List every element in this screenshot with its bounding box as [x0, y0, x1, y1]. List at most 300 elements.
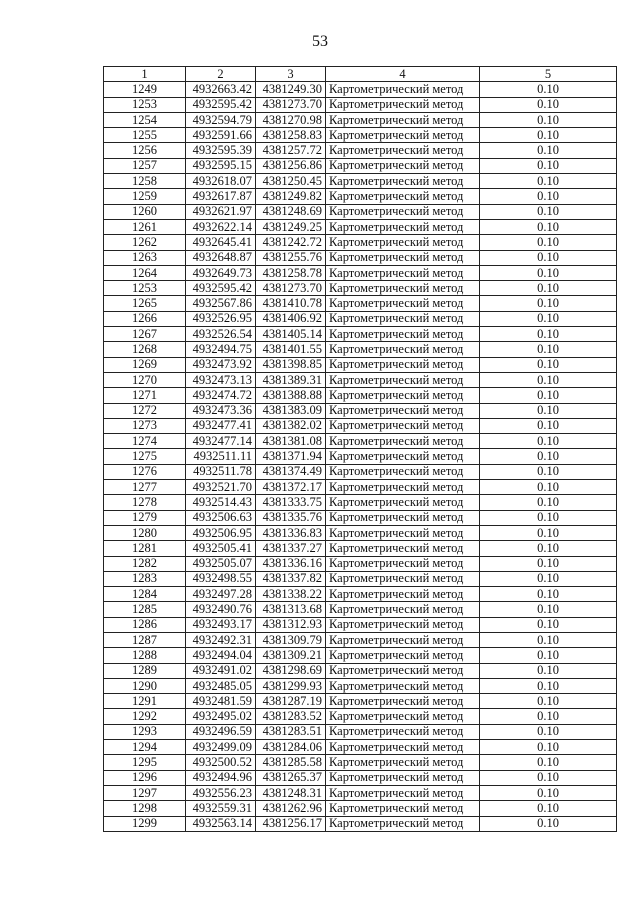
- cell-x-coordinate: 4932514.43: [186, 495, 256, 510]
- cell-point-number: 1284: [104, 587, 186, 602]
- cell-point-number: 1257: [104, 158, 186, 173]
- cell-y-coordinate: 4381338.22: [256, 587, 326, 602]
- cell-x-coordinate: 4932506.63: [186, 510, 256, 525]
- cell-x-coordinate: 4932559.31: [186, 801, 256, 816]
- cell-y-coordinate: 4381249.25: [256, 219, 326, 234]
- cell-y-coordinate: 4381398.85: [256, 357, 326, 372]
- cell-y-coordinate: 4381410.78: [256, 296, 326, 311]
- cell-x-coordinate: 4932594.79: [186, 112, 256, 127]
- table-row: [104, 556, 617, 571]
- cell-x-coordinate: 4932500.52: [186, 755, 256, 770]
- cell-x-coordinate: 4932492.31: [186, 632, 256, 647]
- cell-y-coordinate: 4381388.88: [256, 388, 326, 403]
- cell-point-number: 1290: [104, 678, 186, 693]
- table-row: [104, 709, 617, 724]
- cell-accuracy: 0.10: [480, 755, 617, 770]
- cell-x-coordinate: 4932595.42: [186, 97, 256, 112]
- cell-y-coordinate: 4381336.16: [256, 556, 326, 571]
- cell-x-coordinate: 4932496.59: [186, 724, 256, 739]
- cell-method: Картометрический метод: [326, 281, 480, 296]
- cell-accuracy: 0.10: [480, 128, 617, 143]
- cell-y-coordinate: 4381389.31: [256, 372, 326, 387]
- cell-method: Картометрический метод: [326, 755, 480, 770]
- cell-x-coordinate: 4932505.41: [186, 541, 256, 556]
- cell-point-number: 1275: [104, 449, 186, 464]
- cell-method: Картометрический метод: [326, 82, 480, 97]
- cell-y-coordinate: 4381337.82: [256, 571, 326, 586]
- cell-accuracy: 0.10: [480, 724, 617, 739]
- cell-y-coordinate: 4381287.19: [256, 694, 326, 709]
- cell-method: Картометрический метод: [326, 174, 480, 189]
- cell-x-coordinate: 4932477.41: [186, 418, 256, 433]
- table-row: [104, 82, 617, 97]
- table-row: [104, 174, 617, 189]
- cell-method: Картометрический метод: [326, 495, 480, 510]
- cell-y-coordinate: 4381337.27: [256, 541, 326, 556]
- cell-point-number: 1267: [104, 327, 186, 342]
- cell-point-number: 1292: [104, 709, 186, 724]
- cell-accuracy: 0.10: [480, 281, 617, 296]
- cell-method: Картометрический метод: [326, 311, 480, 326]
- cell-x-coordinate: 4932649.73: [186, 265, 256, 280]
- table-row: [104, 648, 617, 663]
- table-row: [104, 296, 617, 311]
- cell-accuracy: 0.10: [480, 571, 617, 586]
- cell-point-number: 1262: [104, 235, 186, 250]
- cell-accuracy: 0.10: [480, 143, 617, 158]
- cell-y-coordinate: 4381283.52: [256, 709, 326, 724]
- cell-method: Картометрический метод: [326, 587, 480, 602]
- cell-point-number: 1277: [104, 480, 186, 495]
- table-row: [104, 663, 617, 678]
- table-row: [104, 311, 617, 326]
- cell-method: Картометрический метод: [326, 342, 480, 357]
- cell-method: Картометрический метод: [326, 556, 480, 571]
- table-row: [104, 327, 617, 342]
- cell-method: Картометрический метод: [326, 648, 480, 663]
- cell-accuracy: 0.10: [480, 709, 617, 724]
- cell-point-number: 1278: [104, 495, 186, 510]
- cell-point-number: 1296: [104, 770, 186, 785]
- cell-y-coordinate: 4381372.17: [256, 480, 326, 495]
- cell-x-coordinate: 4932485.05: [186, 678, 256, 693]
- cell-x-coordinate: 4932494.75: [186, 342, 256, 357]
- cell-method: Картометрический метод: [326, 143, 480, 158]
- cell-accuracy: 0.10: [480, 388, 617, 403]
- cell-point-number: 1276: [104, 464, 186, 479]
- cell-method: Картометрический метод: [326, 525, 480, 540]
- cell-method: Картометрический метод: [326, 480, 480, 495]
- cell-y-coordinate: 4381242.72: [256, 235, 326, 250]
- cell-method: Картометрический метод: [326, 235, 480, 250]
- cell-x-coordinate: 4932495.02: [186, 709, 256, 724]
- cell-x-coordinate: 4932617.87: [186, 189, 256, 204]
- cell-accuracy: 0.10: [480, 525, 617, 540]
- cell-point-number: 1287: [104, 632, 186, 647]
- table-row: [104, 418, 617, 433]
- cell-accuracy: 0.10: [480, 449, 617, 464]
- table-row: [104, 495, 617, 510]
- cell-accuracy: 0.10: [480, 250, 617, 265]
- cell-point-number: 1253: [104, 281, 186, 296]
- cell-method: Картометрический метод: [326, 801, 480, 816]
- cell-point-number: 1281: [104, 541, 186, 556]
- table-row: [104, 112, 617, 127]
- cell-x-coordinate: 4932563.14: [186, 816, 256, 831]
- cell-x-coordinate: 4932618.07: [186, 174, 256, 189]
- cell-y-coordinate: 4381249.82: [256, 189, 326, 204]
- cell-x-coordinate: 4932567.86: [186, 296, 256, 311]
- table-row: [104, 281, 617, 296]
- cell-x-coordinate: 4932621.97: [186, 204, 256, 219]
- table-row: [104, 143, 617, 158]
- cell-accuracy: 0.10: [480, 510, 617, 525]
- cell-accuracy: 0.10: [480, 632, 617, 647]
- cell-point-number: 1260: [104, 204, 186, 219]
- cell-y-coordinate: 4381405.14: [256, 327, 326, 342]
- cell-accuracy: 0.10: [480, 785, 617, 800]
- cell-method: Картометрический метод: [326, 632, 480, 647]
- cell-y-coordinate: 4381250.45: [256, 174, 326, 189]
- cell-point-number: 1254: [104, 112, 186, 127]
- cell-y-coordinate: 4381298.69: [256, 663, 326, 678]
- cell-method: Картометрический метод: [326, 617, 480, 632]
- cell-point-number: 1283: [104, 571, 186, 586]
- table-row: [104, 694, 617, 709]
- table-row: [104, 632, 617, 647]
- column-header-point: 1: [104, 67, 186, 82]
- cell-method: Картометрический метод: [326, 510, 480, 525]
- cell-x-coordinate: 4932506.95: [186, 525, 256, 540]
- table-row: [104, 434, 617, 449]
- cell-method: Картометрический метод: [326, 740, 480, 755]
- table-row: [104, 816, 617, 831]
- cell-y-coordinate: 4381249.30: [256, 82, 326, 97]
- cell-y-coordinate: 4381270.98: [256, 112, 326, 127]
- cell-point-number: 1272: [104, 403, 186, 418]
- table-row: [104, 724, 617, 739]
- cell-accuracy: 0.10: [480, 357, 617, 372]
- cell-method: Картометрический метод: [326, 250, 480, 265]
- column-header-x: 2: [186, 67, 256, 82]
- table-row: [104, 97, 617, 112]
- cell-point-number: 1265: [104, 296, 186, 311]
- cell-x-coordinate: 4932493.17: [186, 617, 256, 632]
- cell-y-coordinate: 4381383.09: [256, 403, 326, 418]
- cell-y-coordinate: 4381255.76: [256, 250, 326, 265]
- table-row: [104, 755, 617, 770]
- cell-point-number: 1294: [104, 740, 186, 755]
- cell-x-coordinate: 4932595.15: [186, 158, 256, 173]
- cell-method: Картометрический метод: [326, 724, 480, 739]
- cell-y-coordinate: 4381374.49: [256, 464, 326, 479]
- cell-method: Картометрический метод: [326, 265, 480, 280]
- cell-point-number: 1249: [104, 82, 186, 97]
- cell-method: Картометрический метод: [326, 709, 480, 724]
- cell-method: Картометрический метод: [326, 678, 480, 693]
- cell-method: Картометрический метод: [326, 296, 480, 311]
- cell-accuracy: 0.10: [480, 480, 617, 495]
- cell-accuracy: 0.10: [480, 235, 617, 250]
- cell-y-coordinate: 4381382.02: [256, 418, 326, 433]
- cell-y-coordinate: 4381336.83: [256, 525, 326, 540]
- table-row: [104, 678, 617, 693]
- cell-point-number: 1298: [104, 801, 186, 816]
- cell-method: Картометрический метод: [326, 663, 480, 678]
- cell-method: Картометрический метод: [326, 372, 480, 387]
- cell-point-number: 1285: [104, 602, 186, 617]
- cell-accuracy: 0.10: [480, 418, 617, 433]
- cell-y-coordinate: 4381312.93: [256, 617, 326, 632]
- table-row: [104, 189, 617, 204]
- table-row: [104, 204, 617, 219]
- cell-y-coordinate: 4381285.58: [256, 755, 326, 770]
- cell-accuracy: 0.10: [480, 663, 617, 678]
- table-row: [104, 158, 617, 173]
- table-body: [104, 82, 617, 832]
- cell-point-number: 1279: [104, 510, 186, 525]
- cell-point-number: 1289: [104, 663, 186, 678]
- cell-accuracy: 0.10: [480, 219, 617, 234]
- cell-x-coordinate: 4932521.70: [186, 480, 256, 495]
- cell-point-number: 1297: [104, 785, 186, 800]
- cell-y-coordinate: 4381284.06: [256, 740, 326, 755]
- table-row: [104, 464, 617, 479]
- cell-method: Картометрический метод: [326, 464, 480, 479]
- table-row: [104, 388, 617, 403]
- cell-y-coordinate: 4381257.72: [256, 143, 326, 158]
- cell-x-coordinate: 4932481.59: [186, 694, 256, 709]
- table-header-row: [104, 67, 617, 82]
- cell-x-coordinate: 4932622.14: [186, 219, 256, 234]
- page-number: 53: [312, 33, 328, 50]
- cell-x-coordinate: 4932505.07: [186, 556, 256, 571]
- cell-method: Картометрический метод: [326, 327, 480, 342]
- table-row: [104, 541, 617, 556]
- cell-point-number: 1282: [104, 556, 186, 571]
- cell-method: Картометрический метод: [326, 97, 480, 112]
- cell-method: Картометрический метод: [326, 694, 480, 709]
- cell-y-coordinate: 4381299.93: [256, 678, 326, 693]
- cell-y-coordinate: 4381381.08: [256, 434, 326, 449]
- cell-accuracy: 0.10: [480, 265, 617, 280]
- cell-point-number: 1256: [104, 143, 186, 158]
- cell-point-number: 1286: [104, 617, 186, 632]
- cell-method: Картометрический метод: [326, 189, 480, 204]
- cell-y-coordinate: 4381256.86: [256, 158, 326, 173]
- cell-accuracy: 0.10: [480, 403, 617, 418]
- cell-accuracy: 0.10: [480, 648, 617, 663]
- cell-method: Картометрический метод: [326, 418, 480, 433]
- column-header-y: 3: [256, 67, 326, 82]
- cell-accuracy: 0.10: [480, 541, 617, 556]
- cell-x-coordinate: 4932663.42: [186, 82, 256, 97]
- cell-x-coordinate: 4932473.36: [186, 403, 256, 418]
- table-row: [104, 480, 617, 495]
- cell-x-coordinate: 4932473.13: [186, 372, 256, 387]
- cell-x-coordinate: 4932473.92: [186, 357, 256, 372]
- cell-accuracy: 0.10: [480, 495, 617, 510]
- cell-point-number: 1271: [104, 388, 186, 403]
- cell-accuracy: 0.10: [480, 678, 617, 693]
- table-row: [104, 342, 617, 357]
- cell-x-coordinate: 4932477.14: [186, 434, 256, 449]
- cell-method: Картометрический метод: [326, 219, 480, 234]
- cell-y-coordinate: 4381273.70: [256, 97, 326, 112]
- cell-x-coordinate: 4932491.02: [186, 663, 256, 678]
- cell-method: Картометрический метод: [326, 388, 480, 403]
- cell-accuracy: 0.10: [480, 556, 617, 571]
- table-row: [104, 128, 617, 143]
- table-row: [104, 235, 617, 250]
- cell-accuracy: 0.10: [480, 617, 617, 632]
- cell-accuracy: 0.10: [480, 434, 617, 449]
- table-row: [104, 250, 617, 265]
- cell-point-number: 1258: [104, 174, 186, 189]
- coordinates-table: [103, 66, 617, 832]
- table-row: [104, 372, 617, 387]
- column-header-accuracy: 5: [480, 67, 617, 82]
- cell-method: Картометрический метод: [326, 403, 480, 418]
- cell-accuracy: 0.10: [480, 602, 617, 617]
- cell-accuracy: 0.10: [480, 112, 617, 127]
- cell-x-coordinate: 4932526.95: [186, 311, 256, 326]
- cell-y-coordinate: 4381406.92: [256, 311, 326, 326]
- cell-y-coordinate: 4381309.21: [256, 648, 326, 663]
- cell-method: Картометрический метод: [326, 816, 480, 831]
- table-row: [104, 525, 617, 540]
- cell-x-coordinate: 4932648.87: [186, 250, 256, 265]
- cell-point-number: 1264: [104, 265, 186, 280]
- cell-accuracy: 0.10: [480, 801, 617, 816]
- cell-point-number: 1268: [104, 342, 186, 357]
- table-row: [104, 449, 617, 464]
- cell-method: Картометрический метод: [326, 434, 480, 449]
- cell-y-coordinate: 4381258.83: [256, 128, 326, 143]
- cell-accuracy: 0.10: [480, 770, 617, 785]
- cell-accuracy: 0.10: [480, 311, 617, 326]
- cell-x-coordinate: 4932474.72: [186, 388, 256, 403]
- cell-x-coordinate: 4932526.54: [186, 327, 256, 342]
- cell-accuracy: 0.10: [480, 296, 617, 311]
- cell-method: Картометрический метод: [326, 128, 480, 143]
- cell-accuracy: 0.10: [480, 327, 617, 342]
- cell-accuracy: 0.10: [480, 82, 617, 97]
- table-row: [104, 265, 617, 280]
- cell-y-coordinate: 4381262.96: [256, 801, 326, 816]
- cell-point-number: 1261: [104, 219, 186, 234]
- cell-y-coordinate: 4381256.17: [256, 816, 326, 831]
- cell-y-coordinate: 4381283.51: [256, 724, 326, 739]
- table-row: [104, 740, 617, 755]
- cell-method: Картометрический метод: [326, 602, 480, 617]
- cell-point-number: 1274: [104, 434, 186, 449]
- cell-method: Картометрический метод: [326, 770, 480, 785]
- table-row: [104, 785, 617, 800]
- table-row: [104, 571, 617, 586]
- cell-point-number: 1269: [104, 357, 186, 372]
- cell-point-number: 1288: [104, 648, 186, 663]
- cell-accuracy: 0.10: [480, 97, 617, 112]
- cell-x-coordinate: 4932499.09: [186, 740, 256, 755]
- table-row: [104, 770, 617, 785]
- table-row: [104, 219, 617, 234]
- cell-y-coordinate: 4381273.70: [256, 281, 326, 296]
- cell-point-number: 1273: [104, 418, 186, 433]
- cell-accuracy: 0.10: [480, 372, 617, 387]
- cell-method: Картометрический метод: [326, 571, 480, 586]
- cell-accuracy: 0.10: [480, 204, 617, 219]
- cell-point-number: 1293: [104, 724, 186, 739]
- cell-accuracy: 0.10: [480, 174, 617, 189]
- cell-y-coordinate: 4381248.31: [256, 785, 326, 800]
- cell-method: Картометрический метод: [326, 449, 480, 464]
- cell-method: Картометрический метод: [326, 357, 480, 372]
- cell-point-number: 1295: [104, 755, 186, 770]
- cell-y-coordinate: 4381335.76: [256, 510, 326, 525]
- table-row: [104, 510, 617, 525]
- table-row: [104, 617, 617, 632]
- cell-y-coordinate: 4381401.55: [256, 342, 326, 357]
- cell-point-number: 1253: [104, 97, 186, 112]
- table-row: [104, 587, 617, 602]
- cell-accuracy: 0.10: [480, 816, 617, 831]
- cell-x-coordinate: 4932595.39: [186, 143, 256, 158]
- cell-accuracy: 0.10: [480, 740, 617, 755]
- table-row: [104, 602, 617, 617]
- cell-y-coordinate: 4381309.79: [256, 632, 326, 647]
- cell-y-coordinate: 4381248.69: [256, 204, 326, 219]
- cell-y-coordinate: 4381265.37: [256, 770, 326, 785]
- cell-point-number: 1280: [104, 525, 186, 540]
- cell-x-coordinate: 4932494.96: [186, 770, 256, 785]
- table-row: [104, 357, 617, 372]
- cell-point-number: 1263: [104, 250, 186, 265]
- cell-x-coordinate: 4932511.78: [186, 464, 256, 479]
- cell-point-number: 1266: [104, 311, 186, 326]
- cell-method: Картометрический метод: [326, 112, 480, 127]
- column-header-method: 4: [326, 67, 480, 82]
- cell-x-coordinate: 4932498.55: [186, 571, 256, 586]
- cell-y-coordinate: 4381313.68: [256, 602, 326, 617]
- cell-x-coordinate: 4932490.76: [186, 602, 256, 617]
- cell-method: Картометрический метод: [326, 541, 480, 556]
- cell-x-coordinate: 4932645.41: [186, 235, 256, 250]
- cell-x-coordinate: 4932591.66: [186, 128, 256, 143]
- cell-point-number: 1270: [104, 372, 186, 387]
- cell-y-coordinate: 4381258.78: [256, 265, 326, 280]
- table-row: [104, 403, 617, 418]
- cell-method: Картометрический метод: [326, 785, 480, 800]
- cell-point-number: 1259: [104, 189, 186, 204]
- cell-accuracy: 0.10: [480, 464, 617, 479]
- cell-y-coordinate: 4381371.94: [256, 449, 326, 464]
- table-row: [104, 801, 617, 816]
- cell-x-coordinate: 4932556.23: [186, 785, 256, 800]
- cell-x-coordinate: 4932494.04: [186, 648, 256, 663]
- cell-x-coordinate: 4932595.42: [186, 281, 256, 296]
- cell-accuracy: 0.10: [480, 587, 617, 602]
- cell-point-number: 1255: [104, 128, 186, 143]
- cell-accuracy: 0.10: [480, 694, 617, 709]
- cell-accuracy: 0.10: [480, 189, 617, 204]
- cell-x-coordinate: 4932511.11: [186, 449, 256, 464]
- cell-method: Картометрический метод: [326, 204, 480, 219]
- cell-x-coordinate: 4932497.28: [186, 587, 256, 602]
- cell-y-coordinate: 4381333.75: [256, 495, 326, 510]
- cell-accuracy: 0.10: [480, 158, 617, 173]
- cell-point-number: 1291: [104, 694, 186, 709]
